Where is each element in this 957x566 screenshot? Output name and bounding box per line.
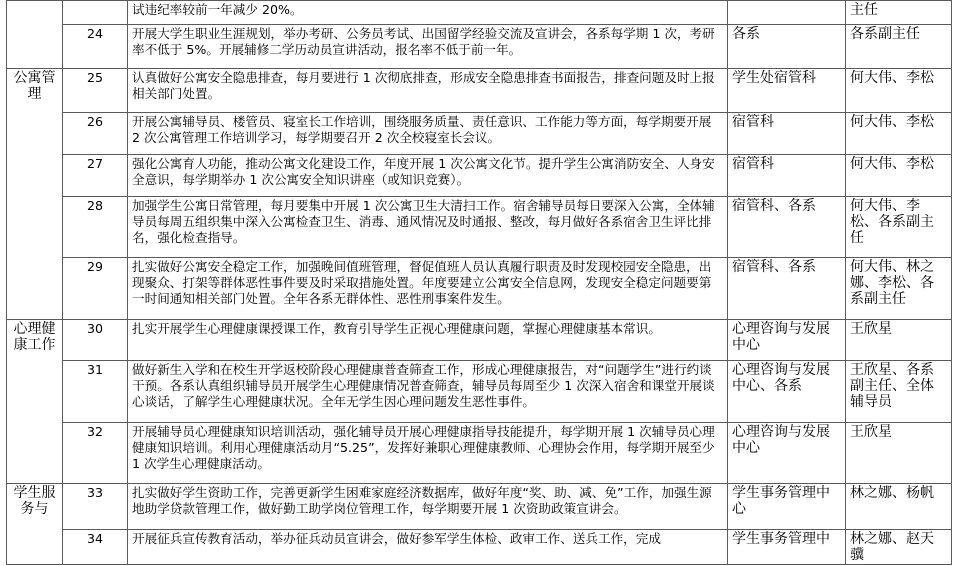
- department-cell: 宿管科、各系: [728, 197, 846, 258]
- department-cell: 心理咨询与发展中心: [728, 320, 846, 361]
- table-row: [7, 197, 952, 258]
- task-content: 试违纪率较前一年减少 20%。: [128, 1, 728, 25]
- table-row: [7, 113, 952, 155]
- table-row: [7, 25, 952, 69]
- row-number: 30: [63, 320, 128, 361]
- task-content: 扎实做好学生资助工作，完善更新学生困难家庭经济数据库，做好年度“奖、助、减、免”工作，加强生源地助学贷款管理工作，做好勤工助学岗位管理工作，每学期要开展 1 次资助政策宣讲会。: [128, 484, 728, 530]
- department-cell: 宿管科: [728, 113, 846, 155]
- responsible-cell: 何大伟、李松: [846, 155, 952, 197]
- row-number: [63, 1, 128, 25]
- responsible-cell: 何大伟、李松、各系副主任: [846, 197, 952, 258]
- table-row: [7, 484, 952, 530]
- category-cell: 心理健康工作: [7, 320, 63, 484]
- responsible-cell: 王欣星、各系副主任、全体辅导员: [846, 361, 952, 423]
- task-content: 开展大学生职业生涯规划，举办考研、公务员考试、出国留学经验交流及宣讲会，各系每学期 1 次，考研率不低于 5%。开展辅修二学历动员宣讲活动，报名率不低于前一年。: [128, 25, 728, 69]
- row-number: 33: [63, 484, 128, 530]
- category-cell: 公寓管理: [7, 69, 63, 320]
- department-cell: 学生处宿管科: [728, 69, 846, 113]
- department-cell: 心理咨询与发展中心、各系: [728, 361, 846, 423]
- task-content: 加强学生公寓日常管理，每月要集中开展 1 次公寓卫生大清扫工作。宿舍辅导员每日要深入公寓，全体辅导员每周五组织集中深入公寓检查卫生、消毒、通风情况及时通报、整改，每月做好各系宿舍卫生评比排名，强化检查指导。: [128, 197, 728, 258]
- department-cell: 学生事务管理中心: [728, 484, 846, 530]
- category-cell: 学生服务与: [7, 484, 63, 565]
- row-number: 24: [63, 25, 128, 69]
- department-cell: 宿管科、各系: [728, 258, 846, 320]
- row-number: 34: [63, 530, 128, 565]
- table-row: [7, 1, 952, 25]
- task-content: 认真做好公寓安全隐患排查，每月要进行 1 次彻底排查，形成安全隐患排查书面报告，排查问题及时上报相关部门处置。: [128, 69, 728, 113]
- row-number: 26: [63, 113, 128, 155]
- responsible-cell: 何大伟、李松: [846, 113, 952, 155]
- table-row: [7, 361, 952, 423]
- row-number: 31: [63, 361, 128, 423]
- responsible-cell: 何大伟、林之娜、李松、各系副主任: [846, 258, 952, 320]
- department-cell: 各系: [728, 25, 846, 69]
- row-number: 25: [63, 69, 128, 113]
- task-content: 做好新生入学和在校生开学返校阶段心理健康普查筛查工作，形成心理健康报告，对“问题学生”进行约谈干预。各系认真组织辅导员开展学生心理健康情况普查筛查，辅导员每周至少 1 次深入宿舍和课堂开展谈心谈话，了解学生心理健康状况。全年无学生因心理问题发生恶性事件。: [128, 361, 728, 423]
- task-content: 扎实做好公寓安全稳定工作，加强晚间值班管理，督促值班人员认真履行职责及时发现校园安全隐患，出现聚众、打架等群体恶性事件要及时采取措施处置。年度要建立公寓安全信息网，发现安全稳定问题要第一时间通知相关部门处置。全年各系无群体性、恶性刑事案件发生。: [128, 258, 728, 320]
- task-content: 扎实开展学生心理健康课授课工作，教育引导学生正视心理健康问题，掌握心理健康基本常识。: [128, 320, 728, 361]
- task-content: 开展征兵宣传教育活动，举办征兵动员宣讲会，做好参军学生体检、政审工作、送兵工作，完成: [128, 530, 728, 565]
- responsible-cell: 林之娜、赵天骥: [846, 530, 952, 565]
- row-number: 29: [63, 258, 128, 320]
- department-cell: [728, 1, 846, 25]
- responsible-cell: 主任: [846, 1, 952, 25]
- department-cell: 学生事务管理中: [728, 530, 846, 565]
- responsible-cell: 何大伟、李松: [846, 69, 952, 113]
- department-cell: 宿管科: [728, 155, 846, 197]
- responsible-cell: 王欣星: [846, 320, 952, 361]
- table-row: [7, 69, 952, 113]
- department-cell: 心理咨询与发展中心: [728, 423, 846, 484]
- row-number: 27: [63, 155, 128, 197]
- task-content: 开展辅导员心理健康知识培训活动，强化辅导员开展心理健康指导技能提升，每学期开展 1 次辅导员心理健康知识培训。利用心理健康活动月“5.25”，发挥好兼职心理健康教师、心理协会作用，每学期开展至少 1 次学生心理健康活动。: [128, 423, 728, 484]
- work-plan-table: [6, 0, 952, 565]
- responsible-cell: 各系副主任: [846, 25, 952, 69]
- task-content: 强化公寓育人功能，推动公寓文化建设工作，年度开展 1 次公寓文化节。提升学生公寓消防安全、人身安全意识，每学期举办 1 次公寓安全知识讲座（或知识竞赛）。: [128, 155, 728, 197]
- task-content: 开展公寓辅导员、楼管员、寝室长工作培训，围绕服务质量、责任意识、工作能力等方面，每学期要开展 2 次公寓管理工作培训学习，每学期要召开 2 次全校寝室长会议。: [128, 113, 728, 155]
- table-row: [7, 258, 952, 320]
- row-number: 28: [63, 197, 128, 258]
- category-cell: [7, 1, 63, 69]
- responsible-cell: 林之娜、杨帆: [846, 484, 952, 530]
- table-row: [7, 423, 952, 484]
- table-row: [7, 530, 952, 565]
- responsible-cell: 王欣星: [846, 423, 952, 484]
- table-row: [7, 155, 952, 197]
- table-row: [7, 320, 952, 361]
- row-number: 32: [63, 423, 128, 484]
